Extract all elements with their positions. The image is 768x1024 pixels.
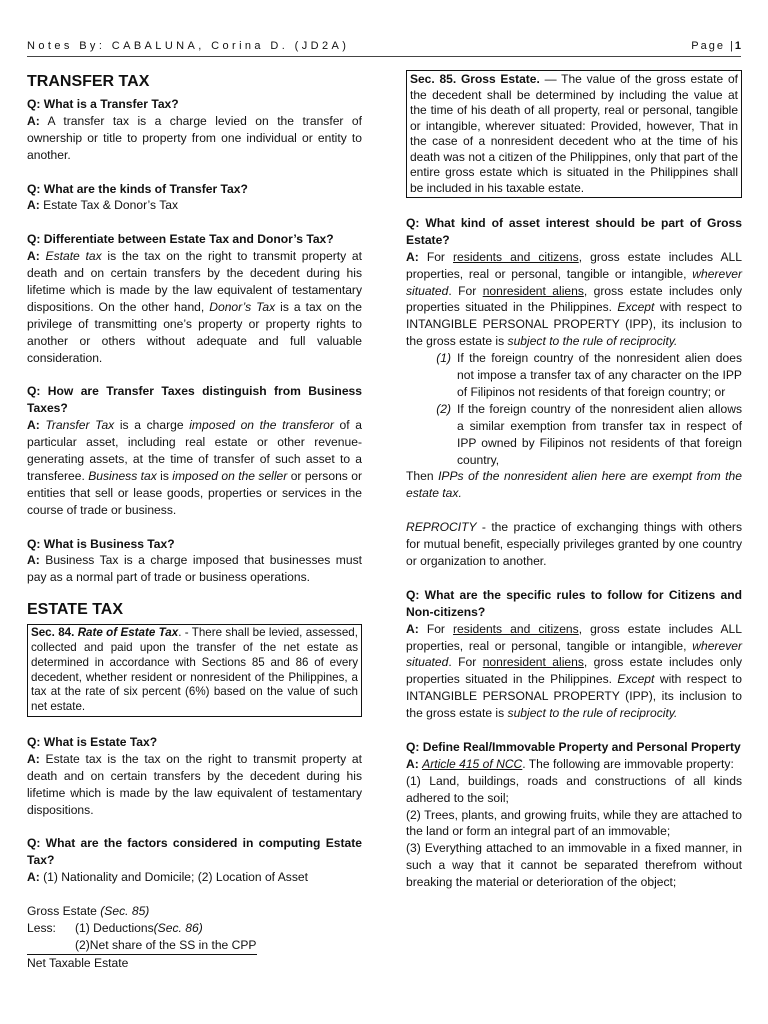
list-item: (3) Everything attached to an immovable in a fixed manner, in such a way that it cannot be separated therefrom without breaking the material or deterioration of the object; xyxy=(406,841,742,890)
list-item: (2) If the foreign country of the nonresident alien allows a similar exemption from transfer tax in respect of IPP owned by Filipinos not residents of that foreign country, xyxy=(436,401,742,467)
exemption-note: Then IPPs of the nonresident alien here are exempt from the estate tax. xyxy=(406,469,742,501)
answer-10: A: Article 415 of NCC. The following are immovable property: xyxy=(406,756,734,771)
page-number: 1 xyxy=(734,40,741,52)
question-6: Q: What is Estate Tax? xyxy=(27,734,158,749)
header-page: Page |1 xyxy=(691,40,741,52)
answer-5: A: Business Tax is a charge imposed that businesses must pay as a normal part of trade or business operations. xyxy=(27,553,362,585)
answer-7: A: (1) Nationality and Domicile; (2) Location of Asset xyxy=(27,870,308,885)
section-85-box: Sec. 85. Gross Estate. — The value of the gross estate of the decedent shall be determined by including the value at the time of his death of all property, real or personal, tangible or intangible, wherever situated: Provided, however, That in the case of a nonresident decedent who at the time of his death was not a citizen of the Philippines, only that part of the entire gross estate which is situated in the Philippines shall be included in his taxable estate. xyxy=(406,70,742,198)
question-2: Q: What are the kinds of Transfer Tax? xyxy=(27,181,248,196)
question-9: Q: What are the specific rules to follow for Citizens and Non-citizens? xyxy=(406,587,742,619)
list-item: (2) Trees, plants, and growing fruits, while they are attached to the land or form an integral part of an immovable; xyxy=(406,807,742,839)
section-84-box: Sec. 84. Rate of Estate Tax. - There shall be levied, assessed, collected and paid upon the transfer of the net estate as determined in accordance with Sections 85 and 86 of every decedent, whether resident or nonresident of the Philippines, a tax at the rate of six percent (6%) based on the value of such net estate. xyxy=(27,624,362,717)
left-column xyxy=(27,66,362,972)
answer-3: A: Estate tax is the tax on the right to transmit property at death and on certain transfers by the decedent during his lifetime which is made by the law equivalent of testamentary dispositions. On the other hand, Donor’s Tax is a tax on the privilege of transmitting one’s property or property rights to another or others without adequate and full valuable consideration. xyxy=(27,249,362,365)
question-5: Q: What is Business Tax? xyxy=(27,536,175,551)
question-10: Q: Define Real/Immovable Property and Personal Property xyxy=(406,739,741,754)
computation-gross-estate: Gross Estate (Sec. 85) xyxy=(27,903,150,918)
estate-computation xyxy=(27,903,362,972)
computation-net-share: (2)Net share of the SS in the CPP xyxy=(27,937,362,955)
header-author: Notes By: CABALUNA, Corina D. (JD2A) xyxy=(27,40,350,52)
right-column xyxy=(406,70,742,891)
question-7: Q: What are the factors considered in computing Estate Tax? xyxy=(27,836,362,868)
reciprocity-definition: REPROCITY - the practice of exchanging things with others for mutual benefit, especially privileges granted by one country or organization to another. xyxy=(406,520,742,568)
header-rule xyxy=(27,56,741,57)
answer-9: A: For residents and citizens, gross estate includes ALL properties, real or personal, tangible or intangible, wherever situated. For nonresident aliens, gross estate includes only properties situated in the Philippines. Except with respect to INTANGIBLE PERSONAL PROPERTY (IPP), its inclusion to the gross estate is subject to the rule of reciprocity. xyxy=(406,621,743,721)
question-8: Q: What kind of asset interest should be part of Gross Estate? xyxy=(406,215,742,247)
transfer-tax-heading: TRANSFER TAX xyxy=(27,73,150,90)
list-item: (1) If the foreign country of the nonresident alien does not impose a transfer tax of any character on the IPP of Filipinos not residents of that foreign country; or xyxy=(436,351,742,399)
question-4: Q: How are Transfer Taxes distinguish from Business Taxes? xyxy=(27,384,362,416)
answer-4: A: Transfer Tax is a charge imposed on the transferor of a particular asset, including real estate or other revenue-generating assets, at the time of transfer of such asset to a transferee. Business tax is imposed on the seller or persons or entities that sell or lease goods, properties or services in the course of trade or business. xyxy=(27,418,362,517)
answer-2: A: Estate Tax & Donor’s Tax xyxy=(27,198,179,213)
answer-8: A: For residents and citizens, gross estate includes ALL properties, real or personal, tangible or intangible, wherever situated. For nonresident aliens, gross estate includes only properties situated in the Philippines. Except with respect to INTANGIBLE PERSONAL PROPERTY (IPP), its inclusion to the gross estate is subject to the rule of reciprocity. xyxy=(406,249,743,349)
reciprocity-list xyxy=(406,350,742,468)
computation-net-taxable: Net Taxable Estate xyxy=(27,955,129,970)
question-1: Q: What is a Transfer Tax? xyxy=(27,97,179,111)
page-header xyxy=(27,38,741,54)
question-3: Q: Differentiate between Estate Tax and Donor’s Tax? xyxy=(27,232,334,247)
answer-1: A: A transfer tax is a charge levied on the transfer of ownership or title to property from one individual or entity to another. xyxy=(27,113,362,162)
estate-tax-heading: ESTATE TAX xyxy=(27,601,123,619)
answer-6: A: Estate tax is the tax on the right to transmit property at death and on certain transfers by the decedent during his lifetime which is made by the law equivalent of testamentary dispositions. xyxy=(27,751,362,817)
computation-deductions: Less: (1) Deductions (Sec. 86) xyxy=(27,920,203,935)
list-item: (1) Land, buildings, roads and constructions of all kinds adhered to the soil; xyxy=(406,773,742,805)
